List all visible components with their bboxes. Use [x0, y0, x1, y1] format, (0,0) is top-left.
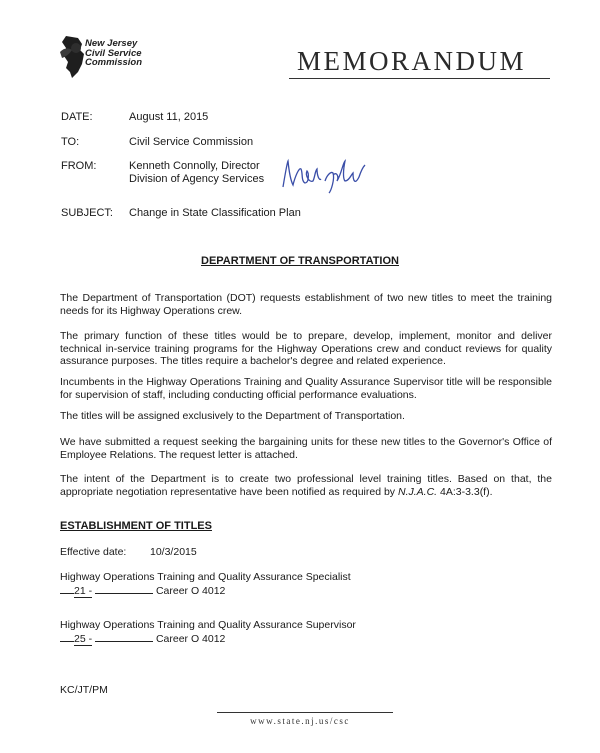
paragraph-6	[60, 473, 552, 498]
paragraph-6-citation: N.J.A.C.	[397, 485, 438, 498]
blank-line	[95, 631, 153, 642]
date-value: August 11, 2015	[129, 111, 209, 123]
logo-line-1: New Jersey	[85, 38, 138, 49]
effective-date-label: Effective date:	[60, 546, 127, 558]
blank-line	[60, 583, 74, 594]
date-label: DATE:	[61, 111, 93, 123]
effective-date-value: 10/3/2015	[150, 546, 197, 558]
logo-text	[85, 39, 142, 68]
paragraph-1: The Department of Transportation (DOT) requests establishment of two new titles to meet the training needs for its Highway Operations crew.	[60, 292, 552, 317]
footer-url: www.state.nj.us/csc	[250, 716, 350, 726]
paragraph-5: We have submitted a request seeking the bargaining units for these new titles to the Governor's Office of Employee Relations. The request letter is attached.	[60, 436, 552, 461]
logo-line-3: Commission	[85, 57, 143, 68]
blank-line	[95, 583, 153, 594]
title-2-code-line	[60, 631, 225, 645]
paragraph-2: The primary function of these titles would be to prepare, develop, implement, monitor and deliver technical in-service training programs for the Highway Operations crew and conduct reviews for quality assurance purposes. The titles require a bachelor's degree and related experience.	[60, 330, 552, 367]
author-initials: KC/JT/PM	[60, 684, 108, 696]
from-value	[129, 160, 264, 186]
subject-label: SUBJECT:	[61, 207, 113, 219]
nj-csc-logo	[58, 32, 168, 80]
to-value: Civil Service Commission	[129, 136, 254, 148]
paragraph-6-text: The intent of the Department is to create two professional level training titles. Based on that, the appropriate negotiation representative have been notified as required by	[60, 473, 552, 498]
title-underline	[289, 78, 550, 79]
title-1-name: Highway Operations Training and Quality Assurance Specialist	[60, 571, 351, 583]
from-label: FROM:	[61, 160, 97, 172]
paragraph-3: Incumbents in the Highway Operations Training and Quality Assurance Supervisor title will be responsible for supervision of staff, including conducting official performance evaluations.	[60, 376, 552, 401]
from-name: Kenneth Connolly, Director	[129, 160, 260, 172]
subject-value: Change in State Classification Plan	[129, 207, 301, 219]
title-2-range: 25 -	[74, 633, 93, 645]
logo-line-2: Civil Service	[85, 47, 142, 59]
footer-rule	[217, 712, 393, 713]
blank-line	[60, 631, 74, 642]
paragraph-6-end: 4A:3-3.3(f).	[437, 485, 493, 498]
section-heading-titles: ESTABLISHMENT OF TITLES	[60, 520, 212, 532]
section-heading-department: DEPARTMENT OF TRANSPORTATION	[201, 255, 399, 267]
title-1-range: 21 -	[74, 585, 93, 597]
title-2-name: Highway Operations Training and Quality Assurance Supervisor	[60, 619, 356, 631]
title-2-career: Career O 4012	[155, 633, 226, 645]
memo-title: MEMORANDUM	[297, 46, 527, 76]
title-1-career: Career O 4012	[155, 585, 226, 597]
paragraph-4: The titles will be assigned exclusively to the Department of Transportation.	[60, 410, 405, 422]
from-division: Division of Agency Services	[129, 173, 265, 185]
title-1-code-line	[60, 583, 225, 597]
handwritten-signature	[279, 155, 371, 195]
to-label: TO:	[61, 136, 80, 148]
